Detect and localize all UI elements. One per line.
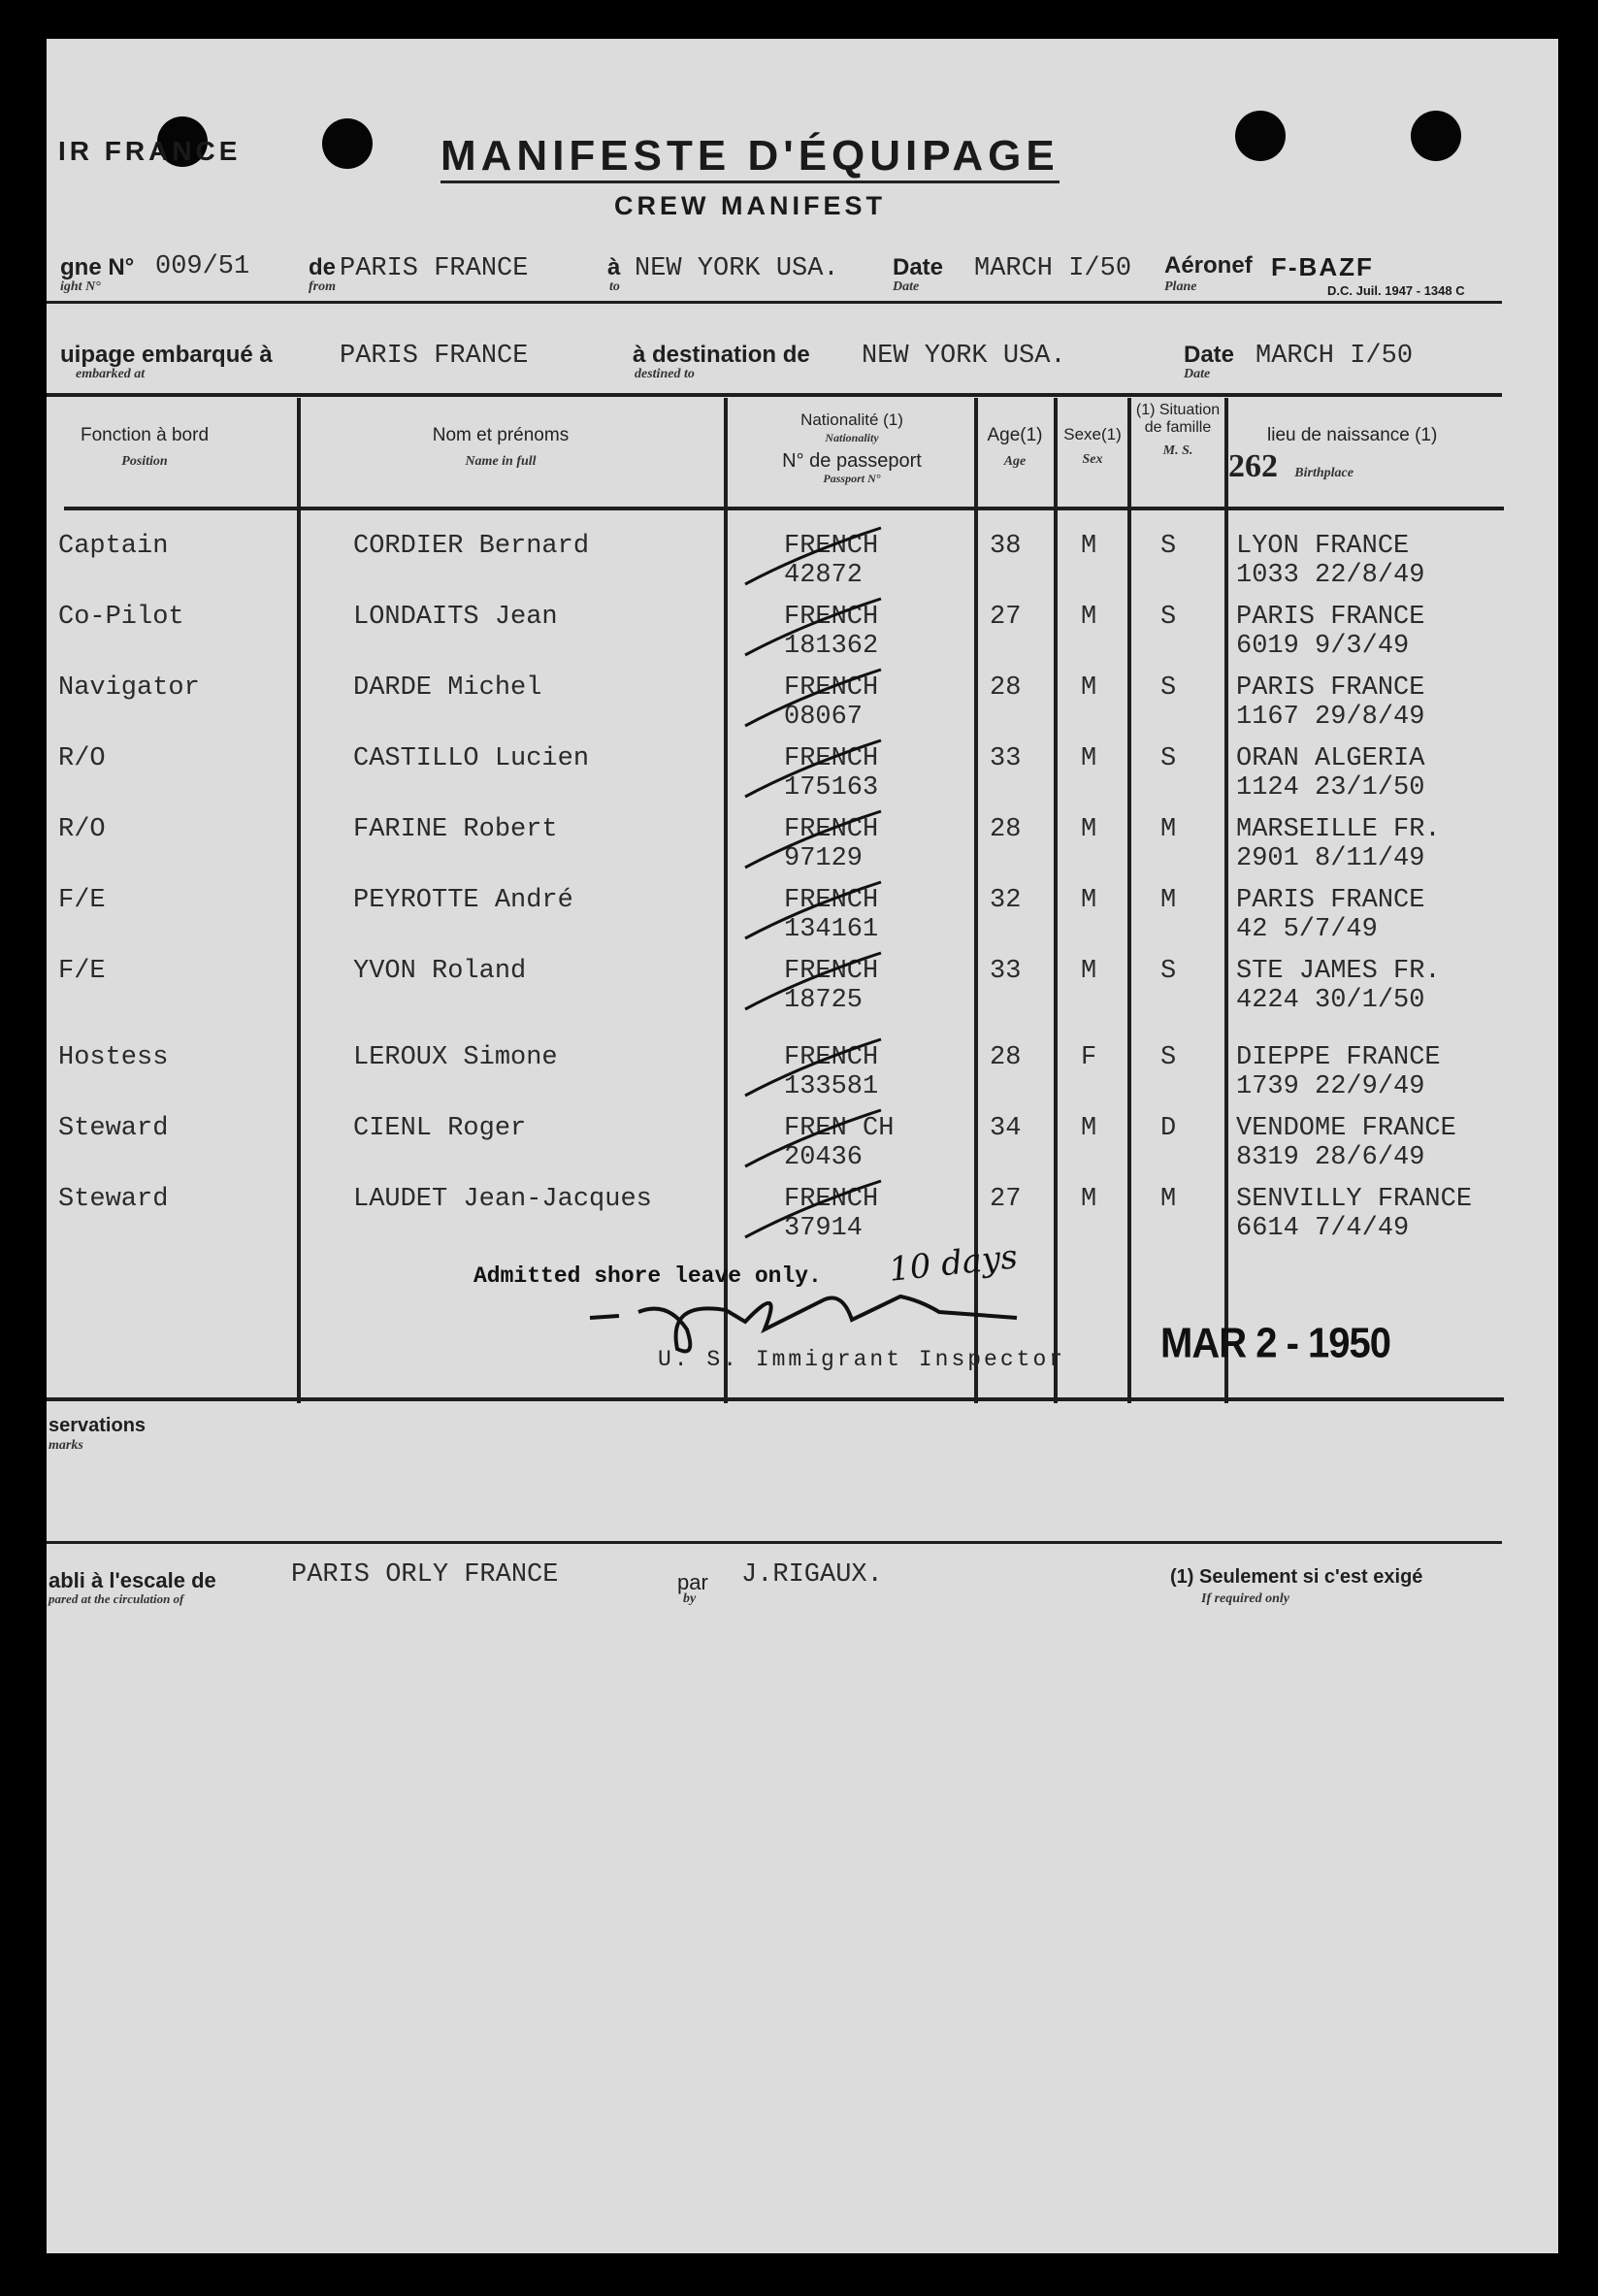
crew-position: Steward bbox=[58, 1114, 169, 1143]
column-divider bbox=[1224, 398, 1228, 1403]
crew-age: 32 bbox=[990, 886, 1022, 915]
remarks-label: servations bbox=[49, 1415, 147, 1436]
col-status-sublabel: M. S. bbox=[1162, 443, 1193, 458]
crew-position: R/O bbox=[58, 815, 106, 844]
punch-hole bbox=[1411, 111, 1461, 161]
column-divider bbox=[1127, 398, 1131, 1403]
crew-position: F/E bbox=[58, 957, 106, 986]
prepared-at-label: abli à l'escale de bbox=[49, 1568, 216, 1592]
crew-nationality: FRENCH bbox=[784, 744, 879, 773]
col-sex-sublabel: Sex bbox=[1082, 452, 1103, 467]
embark-date-sublabel: Date bbox=[1184, 367, 1211, 381]
crew-passport: 97129 bbox=[784, 844, 864, 873]
from-city: PARIS FRANCE bbox=[340, 254, 529, 283]
crew-status: M bbox=[1160, 886, 1177, 915]
check-mark-icon bbox=[735, 878, 891, 946]
col-birthplace-sublabel: Birthplace bbox=[1294, 466, 1353, 480]
header-bottom-line bbox=[64, 507, 1504, 510]
prepared-by-sublabel: by bbox=[683, 1591, 697, 1606]
plane-sublabel: Plane bbox=[1164, 279, 1197, 294]
crew-name: PEYROTTE André bbox=[353, 886, 573, 915]
crew-passport: 133581 bbox=[784, 1072, 879, 1101]
crew-birthplace: VENDOME FRANCE bbox=[1236, 1114, 1456, 1143]
crew-certificate: 42 5/7/49 bbox=[1236, 915, 1378, 944]
crew-name: CASTILLO Lucien bbox=[353, 744, 590, 773]
check-mark-icon bbox=[735, 1035, 891, 1103]
crew-name: FARINE Robert bbox=[353, 815, 558, 844]
crew-nationality: FRENCH bbox=[784, 673, 879, 703]
crew-nationality: FRENCH bbox=[784, 1043, 879, 1072]
crew-birthplace: PARIS FRANCE bbox=[1236, 673, 1425, 703]
check-mark-icon bbox=[735, 807, 891, 875]
col-passport-label: N° de passeport bbox=[782, 450, 922, 472]
crew-name: YVON Roland bbox=[353, 957, 527, 986]
col-nationality-label: Nationalité (1) bbox=[800, 410, 903, 429]
inspector-label: U. S. Immigrant Inspector bbox=[658, 1347, 1066, 1372]
crew-certificate: 1033 22/8/49 bbox=[1236, 561, 1425, 590]
crew-sex: M bbox=[1081, 532, 1097, 561]
crew-birthplace: PARIS FRANCE bbox=[1236, 886, 1425, 915]
prepared-by-label: par bbox=[677, 1570, 708, 1594]
check-mark-icon bbox=[735, 1106, 891, 1174]
crew-nationality: FRENCH bbox=[784, 1185, 879, 1214]
crew-certificate: 4224 30/1/50 bbox=[1236, 986, 1425, 1015]
crew-position: Steward bbox=[58, 1185, 169, 1214]
crew-certificate: 1167 29/8/49 bbox=[1236, 703, 1425, 732]
table-bottom-line bbox=[47, 1397, 1504, 1401]
crew-position: F/E bbox=[58, 886, 106, 915]
crew-position: Hostess bbox=[58, 1043, 169, 1072]
check-mark-icon bbox=[735, 737, 891, 804]
crew-certificate: 6019 9/3/49 bbox=[1236, 632, 1410, 661]
embark-date: MARCH I/50 bbox=[1256, 342, 1414, 371]
crew-passport: 175163 bbox=[784, 773, 879, 803]
plane-label: Aéronef bbox=[1164, 252, 1253, 279]
col-name-label: Nom et prénoms bbox=[432, 425, 570, 445]
crew-birthplace: LYON FRANCE bbox=[1236, 532, 1410, 561]
crew-status: S bbox=[1160, 744, 1177, 773]
crew-age: 28 bbox=[990, 673, 1022, 703]
crew-name: LONDAITS Jean bbox=[353, 603, 558, 632]
crew-status: S bbox=[1160, 1043, 1177, 1072]
col-name-header bbox=[297, 425, 704, 470]
col-sex-label: Sexe(1) bbox=[1063, 425, 1122, 443]
column-divider bbox=[297, 398, 301, 1403]
crew-birthplace: DIEPPE FRANCE bbox=[1236, 1043, 1441, 1072]
crew-age: 34 bbox=[990, 1114, 1022, 1143]
col-sex-header bbox=[1056, 425, 1129, 468]
separator-line bbox=[47, 301, 1502, 304]
crew-birthplace: MARSEILLE FR. bbox=[1236, 815, 1441, 844]
crew-birthplace: PARIS FRANCE bbox=[1236, 603, 1425, 632]
column-divider bbox=[1054, 398, 1058, 1403]
col-nationality-sublabel: Nationality bbox=[825, 431, 879, 444]
crew-status: M bbox=[1160, 1185, 1177, 1214]
admitted-note: Admitted shore leave only. bbox=[473, 1263, 822, 1289]
crew-passport: 08067 bbox=[784, 703, 864, 732]
from-label: de bbox=[309, 254, 337, 280]
crew-status: S bbox=[1160, 673, 1177, 703]
crew-certificate: 2901 8/11/49 bbox=[1236, 844, 1425, 873]
crew-status: S bbox=[1160, 957, 1177, 986]
col-birthplace-label: lieu de naissance (1) bbox=[1267, 425, 1438, 445]
flight-number: 009/51 bbox=[155, 252, 250, 281]
crew-birthplace: SENVILLY FRANCE bbox=[1236, 1185, 1473, 1214]
prepared-at-place: PARIS ORLY FRANCE bbox=[291, 1560, 559, 1590]
document-subtitle: CREW MANIFEST bbox=[614, 191, 886, 220]
check-mark-icon bbox=[735, 666, 891, 734]
crew-age: 27 bbox=[990, 603, 1022, 632]
crew-age: 27 bbox=[990, 1185, 1022, 1214]
crew-name: CIENL Roger bbox=[353, 1114, 527, 1143]
col-nationality-header bbox=[726, 411, 978, 487]
check-mark-icon bbox=[735, 1177, 891, 1245]
crew-position: Co-Pilot bbox=[58, 603, 184, 632]
crew-passport: 134161 bbox=[784, 915, 879, 944]
crew-passport: 18725 bbox=[784, 986, 864, 1015]
footnote-sublabel: If required only bbox=[1201, 1591, 1289, 1606]
crew-passport: 37914 bbox=[784, 1214, 864, 1243]
remarks-bottom-line bbox=[47, 1541, 1502, 1544]
crew-name: DARDE Michel bbox=[353, 673, 542, 703]
flight-number-sublabel: ight N° bbox=[60, 279, 101, 294]
crew-status: S bbox=[1160, 532, 1177, 561]
crew-birthplace: STE JAMES FR. bbox=[1236, 957, 1441, 986]
punch-hole bbox=[1235, 111, 1286, 161]
crew-certificate: 8319 28/6/49 bbox=[1236, 1143, 1425, 1172]
crew-age: 38 bbox=[990, 532, 1022, 561]
crew-sex: M bbox=[1081, 1114, 1097, 1143]
check-mark-icon bbox=[735, 595, 891, 663]
col-age-label: Age(1) bbox=[987, 425, 1043, 445]
col-position-label: Fonction à bord bbox=[80, 425, 210, 445]
col-position-sublabel: Position bbox=[121, 454, 168, 469]
crew-nationality: FRENCH bbox=[784, 815, 879, 844]
date-label: Date bbox=[893, 254, 944, 280]
remarks-sublabel: marks bbox=[49, 1438, 83, 1453]
table-top-line bbox=[47, 393, 1502, 397]
crew-age: 33 bbox=[990, 957, 1022, 986]
plane-registration: F-BAZF bbox=[1271, 252, 1374, 281]
date-sublabel: Date bbox=[893, 279, 920, 294]
embark-place: PARIS FRANCE bbox=[340, 342, 529, 371]
to-city: NEW YORK USA. bbox=[635, 254, 839, 283]
crew-passport: 181362 bbox=[784, 632, 879, 661]
admission-date-stamp: MAR 2 - 1950 bbox=[1160, 1319, 1390, 1367]
footnote: (1) Seulement si c'est exigé bbox=[1170, 1566, 1423, 1588]
crew-age: 28 bbox=[990, 815, 1022, 844]
flight-date: MARCH I/50 bbox=[974, 254, 1132, 283]
crew-name: LAUDET Jean-Jacques bbox=[353, 1185, 652, 1214]
crew-name: LEROUX Simone bbox=[353, 1043, 558, 1072]
col-position-header bbox=[52, 425, 237, 470]
check-mark-icon bbox=[735, 524, 891, 592]
crew-birthplace: ORAN ALGERIA bbox=[1236, 744, 1425, 773]
col-status-label: (1) Situation de famille bbox=[1135, 402, 1221, 436]
crew-status: M bbox=[1160, 815, 1177, 844]
destination-sublabel: destined to bbox=[635, 367, 695, 381]
check-mark-icon bbox=[735, 949, 891, 1017]
crew-nationality: FREN CH bbox=[784, 1114, 895, 1143]
to-sublabel: to bbox=[609, 279, 620, 294]
embark-date-label: Date bbox=[1184, 342, 1235, 368]
crew-nationality: FRENCH bbox=[784, 957, 879, 986]
crew-sex: M bbox=[1081, 603, 1097, 632]
destination-place: NEW YORK USA. bbox=[862, 342, 1066, 371]
crew-nationality: FRENCH bbox=[784, 532, 879, 561]
crew-certificate: 6614 7/4/49 bbox=[1236, 1214, 1410, 1243]
crew-position: Navigator bbox=[58, 673, 200, 703]
prepared-by: J.RIGAUX. bbox=[741, 1560, 883, 1590]
embark-sublabel: embarked at bbox=[76, 367, 146, 381]
airline-name: IR FRANCE bbox=[58, 136, 242, 166]
col-name-sublabel: Name in full bbox=[465, 454, 537, 469]
crew-sex: M bbox=[1081, 744, 1097, 773]
form-code: D.C. Juil. 1947 - 1348 C bbox=[1327, 283, 1465, 298]
destination-label: à destination de bbox=[633, 342, 810, 368]
crew-sex: M bbox=[1081, 886, 1097, 915]
manifest-document bbox=[47, 39, 1558, 2253]
crew-position: R/O bbox=[58, 744, 106, 773]
crew-status: S bbox=[1160, 603, 1177, 632]
page-number-stamp: 262 bbox=[1228, 448, 1278, 484]
crew-nationality: FRENCH bbox=[784, 886, 879, 915]
prepared-at-sublabel: pared at the circulation of bbox=[49, 1591, 184, 1606]
document-title: MANIFESTE D'ÉQUIPAGE bbox=[440, 132, 1060, 183]
flight-number-label: gne N° bbox=[60, 254, 135, 280]
crew-passport: 20436 bbox=[784, 1143, 864, 1172]
embark-label: uipage embarqué à bbox=[60, 342, 273, 368]
crew-certificate: 1739 22/9/49 bbox=[1236, 1072, 1425, 1101]
crew-sex: M bbox=[1081, 957, 1097, 986]
crew-status: D bbox=[1160, 1114, 1177, 1143]
handwritten-days: 10 days bbox=[887, 1237, 1020, 1290]
crew-position: Captain bbox=[58, 532, 169, 561]
crew-sex: M bbox=[1081, 815, 1097, 844]
col-age-sublabel: Age bbox=[1003, 454, 1027, 469]
col-age-header bbox=[976, 425, 1054, 470]
crew-passport: 42872 bbox=[784, 561, 864, 590]
crew-certificate: 1124 23/1/50 bbox=[1236, 773, 1425, 803]
crew-sex: F bbox=[1081, 1043, 1097, 1072]
col-status-header bbox=[1129, 402, 1226, 460]
crew-age: 33 bbox=[990, 744, 1022, 773]
column-divider bbox=[724, 398, 728, 1403]
crew-sex: M bbox=[1081, 1185, 1097, 1214]
crew-nationality: FRENCH bbox=[784, 603, 879, 632]
col-birthplace-header bbox=[1228, 425, 1510, 485]
crew-age: 28 bbox=[990, 1043, 1022, 1072]
from-sublabel: from bbox=[309, 279, 336, 294]
crew-name: CORDIER Bernard bbox=[353, 532, 590, 561]
punch-hole bbox=[322, 118, 373, 169]
crew-sex: M bbox=[1081, 673, 1097, 703]
col-passport-sublabel: Passport N° bbox=[823, 472, 881, 485]
to-label: à bbox=[607, 254, 621, 280]
